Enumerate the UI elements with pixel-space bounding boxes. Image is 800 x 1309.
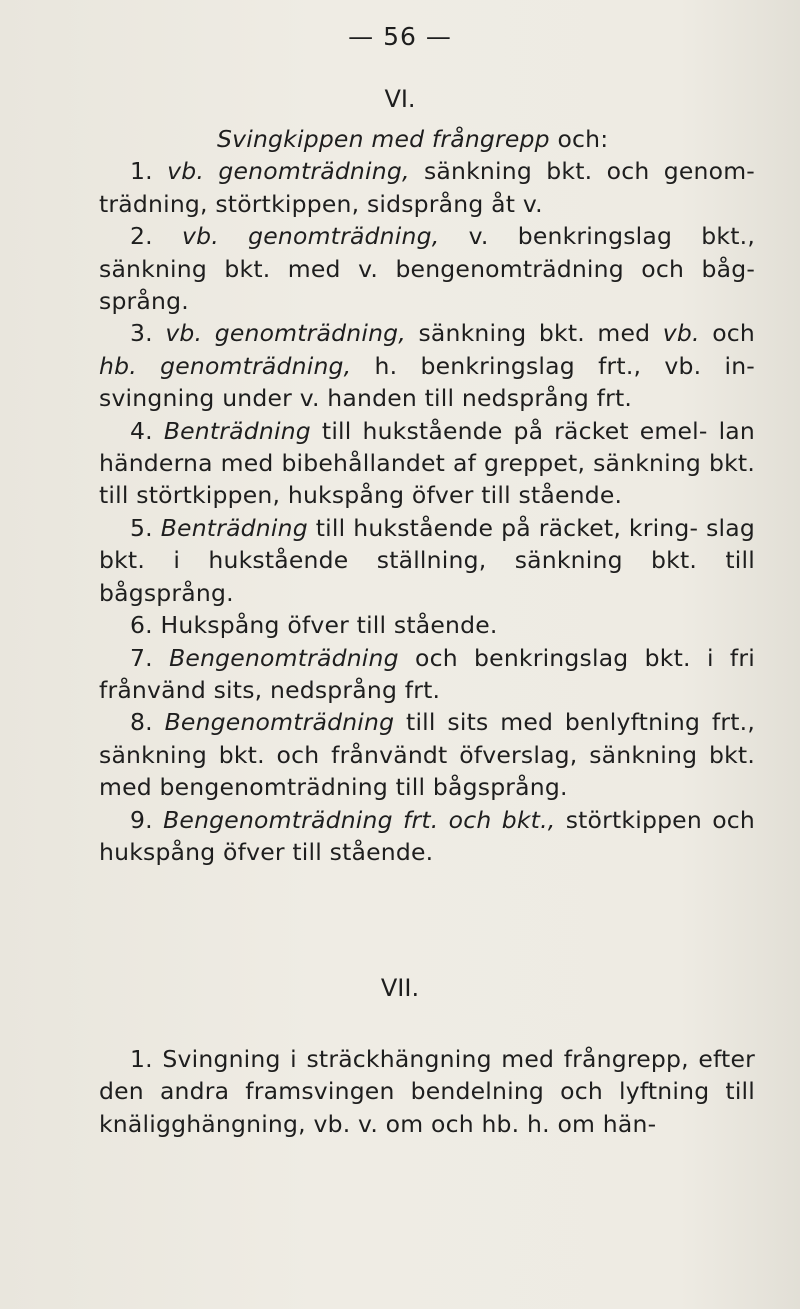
item-text: till hukstående på räcket, kring- slag bkt. i hukstående ställning, sänkning bkt. till bågsprång. — [99, 513, 755, 607]
list-item — [99, 609, 755, 641]
item-number: 5. — [130, 513, 161, 542]
item-emphasis: Bengenomträdning — [164, 708, 395, 737]
item-text: Hukspång öfver till stående. — [160, 611, 498, 640]
item-number: 8. — [130, 708, 165, 737]
section-heading-vi: VI. — [384, 85, 416, 113]
item-number: 1. — [130, 1045, 163, 1073]
item-text: v. benkringslag bkt., sänkning bkt. med v. bengenomträdning och båg- språng. — [99, 222, 755, 316]
item-number: 6. — [130, 611, 161, 640]
item-emphasis: Bengenomträdning frt. och bkt., — [163, 805, 556, 834]
item-number: 9. — [130, 805, 164, 834]
item-text: till sits med benlyftning frt., sänkning bkt. och frånvändt öfverslag, sänkning bkt. med bengenomträdning till bågsprång. — [99, 708, 755, 802]
list-item — [99, 512, 755, 609]
item-text: störtkippen och hukspång öfver till stående. — [99, 805, 755, 866]
item-text: och benkringslag bkt. i fri frånvänd sits, nedsprång frt. — [99, 643, 755, 704]
item-text: sänkning bkt. och genom- trädning, störtkippen, sidsprång åt v. — [99, 157, 755, 218]
item-emphasis: Benträdning — [160, 513, 308, 542]
item-emphasis: Benträdning — [163, 416, 311, 445]
list-item — [99, 155, 755, 220]
item-text: och — [699, 319, 755, 348]
item-text: Svingning i sträckhängning med frångrepp, efter den andra framsvingen bendelning och lyftning till knäligghängning, vb. v. om och hb. h. om hän- — [99, 1045, 755, 1138]
list-item — [99, 317, 755, 414]
section-heading-vii: VII. — [380, 974, 420, 1002]
item-text: h. benkringslag frt., vb. in- svingning under v. handen till nedsprång frt. — [99, 351, 755, 413]
item-emphasis: vb. genomträdning, — [182, 222, 440, 251]
section-vi-intro — [99, 123, 755, 155]
item-text: sänkning bkt. med — [405, 319, 663, 348]
item-number: 4. — [130, 416, 164, 445]
page-number: — 56 — — [348, 22, 452, 51]
item-emphasis: vb. genomträdning, — [165, 319, 406, 348]
intro-suffix: och: — [549, 125, 609, 153]
item-emphasis: vb. — [662, 319, 700, 348]
intro-title: Svingkippen med frångrepp — [217, 125, 550, 153]
item-emphasis: hb. genomträdning, — [99, 351, 352, 380]
item-emphasis: Bengenomträdning — [169, 643, 399, 672]
section-vii-text — [99, 1043, 755, 1140]
list-item — [99, 804, 755, 869]
list-item — [99, 706, 755, 803]
list-item — [99, 1043, 755, 1140]
list-item — [99, 415, 755, 512]
item-number: 2. — [130, 222, 183, 251]
section-vi-text — [99, 123, 755, 868]
list-item — [99, 642, 755, 707]
item-number: 3. — [130, 319, 166, 348]
item-emphasis: vb. genomträdning, — [167, 157, 410, 186]
item-text: till hukstående på räcket emel- lan händerna med bibehållandet af greppet, sänkning bkt. till störtkippen, hukspång öfver till stående. — [99, 416, 755, 510]
item-number: 1. — [130, 157, 168, 186]
item-number: 7. — [130, 643, 170, 672]
list-item — [99, 220, 755, 317]
